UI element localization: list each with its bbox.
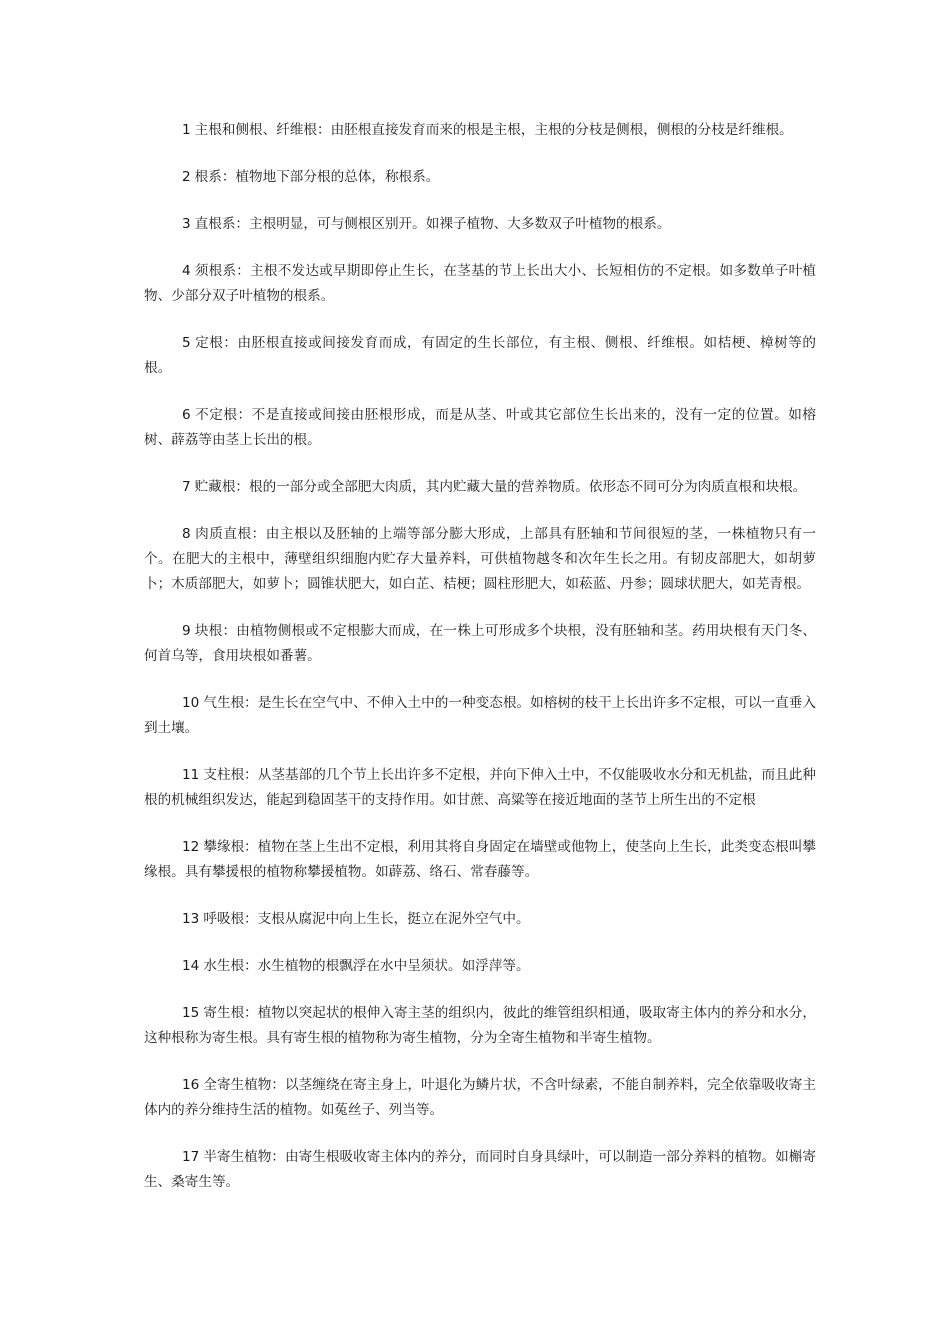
item-text: 块根：由植物侧根或不定根膨大而成，在一株上可形成多个块根，没有胚轴和茎。药用块根有天门冬、何首乌等，食用块根如番薯。 bbox=[144, 623, 816, 664]
paragraph-10 bbox=[144, 691, 816, 741]
paragraph-2 bbox=[144, 165, 816, 190]
item-text: 攀缘根：植物在茎上生出不定根，利用其将自身固定在墙壁或他物上，使茎向上生长，此类变态根叫攀缘根。具有攀援根的植物称攀援植物。如薜荔、络石、常春藤等。 bbox=[144, 839, 816, 880]
paragraph-16 bbox=[144, 1073, 816, 1123]
item-text: 贮藏根：根的一部分或全部肥大肉质，其内贮藏大量的营养物质。依形态不同可分为肉质直根和块根。 bbox=[194, 479, 807, 495]
item-number: 13 bbox=[182, 911, 200, 927]
paragraph-6 bbox=[144, 403, 816, 453]
item-number: 16 bbox=[182, 1077, 200, 1093]
item-number: 8 bbox=[182, 526, 191, 542]
item-text: 全寄生植物：以茎缠绕在寄主身上，叶退化为鳞片状，不含叶绿素，不能自制养料，完全依靠吸收寄主体内的养分维持生活的植物。如菟丝子、列当等。 bbox=[144, 1077, 816, 1118]
paragraph-14 bbox=[144, 954, 816, 979]
item-text: 不定根：不是直接或间接由胚根形成，而是从茎、叶或其它部位生长出来的，没有一定的位置。如榕树、薜荔等由茎上长出的根。 bbox=[144, 407, 816, 448]
item-text: 定根：由胚根直接或间接发育而成，有固定的生长部位，有主根、侧根、纤维根。如桔梗、樟树等的根。 bbox=[144, 335, 816, 376]
paragraph-8 bbox=[144, 522, 816, 597]
item-number: 4 bbox=[182, 263, 191, 279]
item-number: 17 bbox=[182, 1149, 200, 1165]
item-number: 1 bbox=[182, 122, 191, 138]
item-number: 5 bbox=[182, 335, 191, 351]
paragraph-5 bbox=[144, 331, 816, 381]
paragraph-4 bbox=[144, 259, 816, 309]
item-number: 10 bbox=[182, 695, 200, 711]
item-number: 9 bbox=[182, 623, 191, 639]
item-text: 寄生根：植物以突起状的根伸入寄主茎的组织内，彼此的维管组织相通，吸取寄主体内的养分和水分，这种根称为寄生根。具有寄生根的植物称为寄生植物，分为全寄生植物和半寄生植物。 bbox=[144, 1005, 816, 1046]
item-text: 半寄生植物：由寄生根吸收寄主体内的养分，而同时自身具绿叶，可以制造一部分养料的植物。如槲寄生、桑寄生等。 bbox=[144, 1149, 816, 1190]
item-text: 根系：植物地下部分根的总体，称根系。 bbox=[194, 169, 440, 185]
paragraph-7 bbox=[144, 475, 816, 500]
item-number: 11 bbox=[182, 767, 200, 783]
item-number: 7 bbox=[182, 479, 191, 495]
paragraph-1 bbox=[144, 118, 816, 143]
paragraph-12 bbox=[144, 835, 816, 885]
item-text: 直根系：主根明显，可与侧根区别开。如裸子植物、大多数双子叶植物的根系。 bbox=[194, 216, 671, 232]
paragraph-17 bbox=[144, 1145, 816, 1195]
paragraph-13 bbox=[144, 907, 816, 932]
item-number: 2 bbox=[182, 169, 191, 185]
item-number: 6 bbox=[182, 407, 191, 423]
item-text: 肉质直根：由主根以及胚轴的上端等部分膨大形成，上部具有胚轴和节间很短的茎，一株植物只有一个。在肥大的主根中，薄壁组织细胞内贮存大量养料，可供植物越冬和次年生长之用。有韧皮部肥大，如胡萝卜；木质部肥大，如萝卜；圆锥状肥大，如白芷、桔梗；圆柱形肥大，如菘蓝、丹参；圆球状肥大，如芜青根。 bbox=[144, 526, 816, 592]
paragraph-15 bbox=[144, 1001, 816, 1051]
item-number: 12 bbox=[182, 839, 200, 855]
item-text: 水生根：水生植物的根飘浮在水中呈须状。如浮萍等。 bbox=[203, 958, 530, 974]
document-body bbox=[144, 118, 816, 1217]
paragraph-3 bbox=[144, 212, 816, 237]
item-text: 须根系：主根不发达或早期即停止生长，在茎基的节上长出大小、长短相仿的不定根。如多数单子叶植物、少部分双子叶植物的根系。 bbox=[144, 263, 816, 304]
item-text: 主根和侧根、纤维根：由胚根直接发育而来的根是主根，主根的分枝是侧根，侧根的分枝是纤维根。 bbox=[194, 122, 793, 138]
item-text: 呼吸根：支根从腐泥中向上生长，挺立在泥外空气中。 bbox=[203, 911, 530, 927]
paragraph-9 bbox=[144, 619, 816, 669]
item-text: 支柱根：从茎基部的几个节上长出许多不定根，并向下伸入土中，不仅能吸收水分和无机盐，而且此种根的机械组织发达，能起到稳固茎干的支持作用。如甘蔗、高粱等在接近地面的茎节上所生出的不定根 bbox=[144, 767, 816, 808]
item-number: 14 bbox=[182, 958, 200, 974]
item-number: 15 bbox=[182, 1005, 200, 1021]
item-text: 气生根：是生长在空气中、不伸入土中的一种变态根。如榕树的枝干上长出许多不定根，可以一直垂入到土壤。 bbox=[144, 695, 816, 736]
item-number: 3 bbox=[182, 216, 191, 232]
paragraph-11 bbox=[144, 763, 816, 813]
